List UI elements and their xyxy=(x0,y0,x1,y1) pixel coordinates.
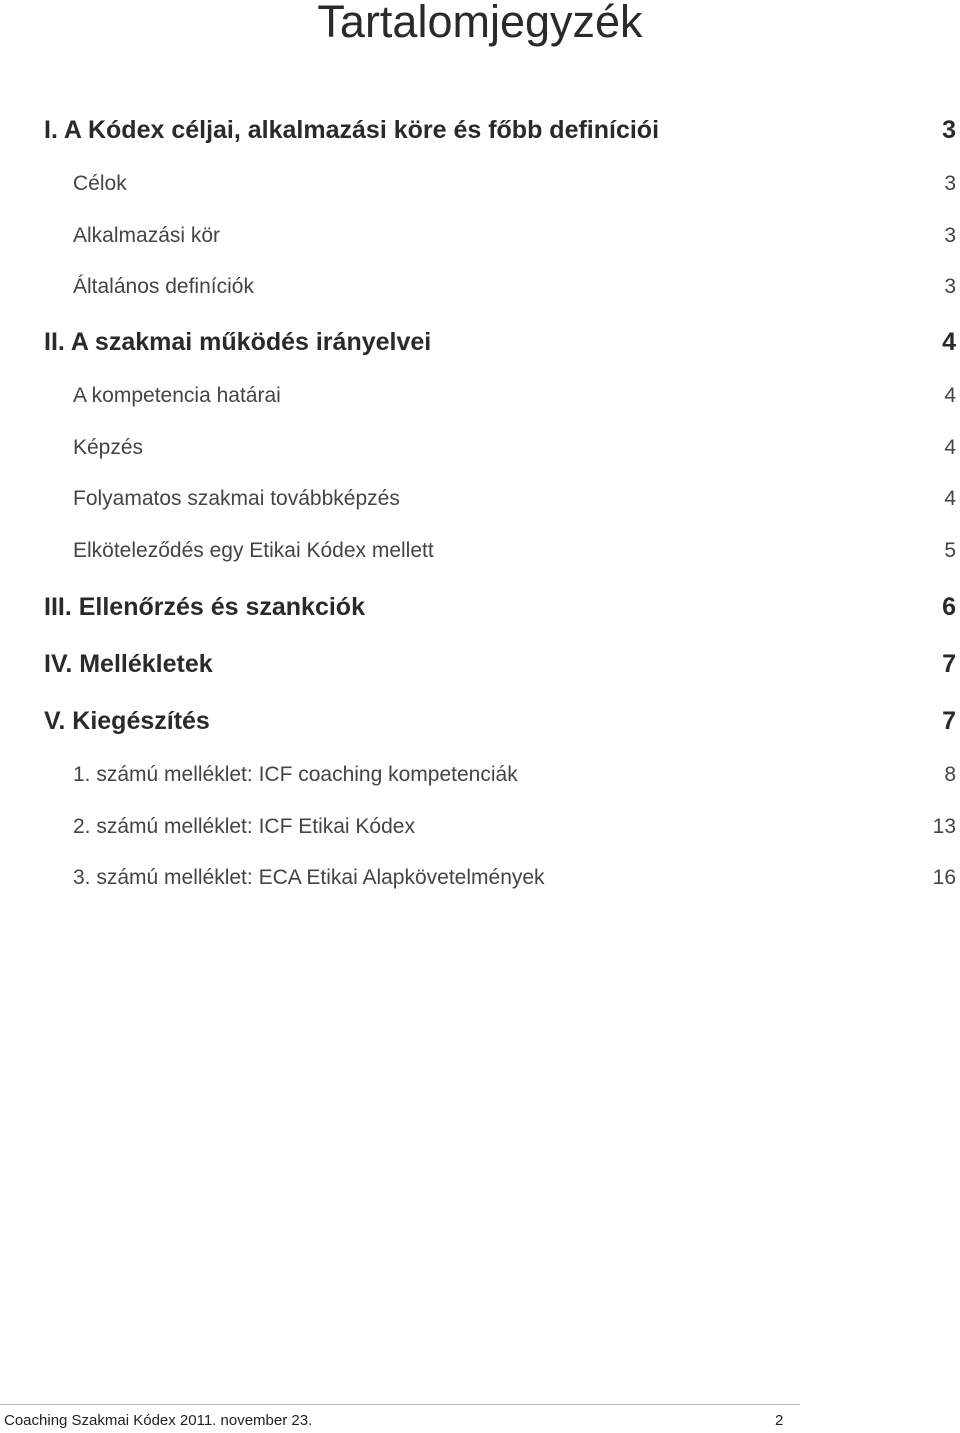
toc-entry-page: 4 xyxy=(944,384,956,407)
toc-entry-section-2[interactable] xyxy=(0,328,960,358)
page-title: Tartalomjegyzék xyxy=(317,0,643,47)
toc-entry-altalanos-definiciok[interactable] xyxy=(0,273,960,303)
toc-entry-label: Célok xyxy=(73,172,127,195)
toc-entry-page: 8 xyxy=(944,763,956,786)
toc-entry-kepzes[interactable] xyxy=(0,434,960,464)
toc-entry-page: 4 xyxy=(944,487,956,510)
toc-entry-section-3[interactable] xyxy=(0,593,960,623)
toc-entry-label: II. A szakmai működés irányelvei xyxy=(44,328,432,356)
toc-entry-page: 4 xyxy=(942,328,956,356)
toc-entry-tovabbkepzes[interactable] xyxy=(0,485,960,515)
toc-entry-section-4[interactable] xyxy=(0,650,960,680)
toc-entry-label: 1. számú melléklet: ICF coaching kompetenciák xyxy=(73,763,518,786)
toc-entry-label: I. A Kódex céljai, alkalmazási köre és főbb definíciói xyxy=(44,116,660,144)
toc-entry-page: 13 xyxy=(932,815,956,838)
toc-entry-label: III. Ellenőrzés és szankciók xyxy=(44,593,365,621)
footer-document-title: Coaching Szakmai Kódex 2011. november 23. xyxy=(4,1412,313,1429)
toc-entry-page: 3 xyxy=(944,275,956,298)
toc-entry-page: 7 xyxy=(942,650,956,678)
toc-entry-celok[interactable] xyxy=(0,170,960,200)
toc-entry-page: 4 xyxy=(944,436,956,459)
toc-entry-page: 3 xyxy=(942,116,956,144)
toc-entry-page: 3 xyxy=(944,172,956,195)
toc-entry-label: V. Kiegészítés xyxy=(44,707,210,735)
toc-entry-label: Képzés xyxy=(73,436,144,459)
toc-entry-label: Általános definíciók xyxy=(73,275,254,298)
toc-entry-melleklet-2[interactable] xyxy=(0,813,960,843)
toc-entry-page: 5 xyxy=(944,539,956,562)
page-footer xyxy=(0,1404,800,1433)
toc-entry-label: 2. számú melléklet: ICF Etikai Kódex xyxy=(73,815,415,838)
toc-entry-elkotelezodes[interactable] xyxy=(0,537,960,567)
toc-entry-label: IV. Mellékletek xyxy=(44,650,213,678)
toc-entry-label: 3. számú melléklet: ECA Etikai Alapkövetelmények xyxy=(73,866,545,889)
toc-entry-page: 7 xyxy=(942,707,956,735)
toc-entry-label: Elköteleződés egy Etikai Kódex mellett xyxy=(73,539,434,562)
toc-entry-label: A kompetencia határai xyxy=(73,384,281,407)
toc-entry-melleklet-3[interactable] xyxy=(0,864,960,894)
toc-entry-page: 6 xyxy=(942,593,956,621)
toc-entry-kompetencia-hatarai[interactable] xyxy=(0,382,960,412)
toc-entry-page: 16 xyxy=(932,866,956,889)
toc-entry-label: Folyamatos szakmai továbbképzés xyxy=(73,487,400,510)
toc-entry-label: Alkalmazási kör xyxy=(73,224,221,247)
toc-entry-section-1[interactable] xyxy=(0,116,960,146)
footer-page-number: 2 xyxy=(775,1412,784,1429)
toc-entry-alkalmazasi-kor[interactable] xyxy=(0,222,960,252)
toc-entry-melleklet-1[interactable] xyxy=(0,761,960,791)
toc-entry-section-5[interactable] xyxy=(0,707,960,737)
toc-entry-page: 3 xyxy=(944,224,956,247)
